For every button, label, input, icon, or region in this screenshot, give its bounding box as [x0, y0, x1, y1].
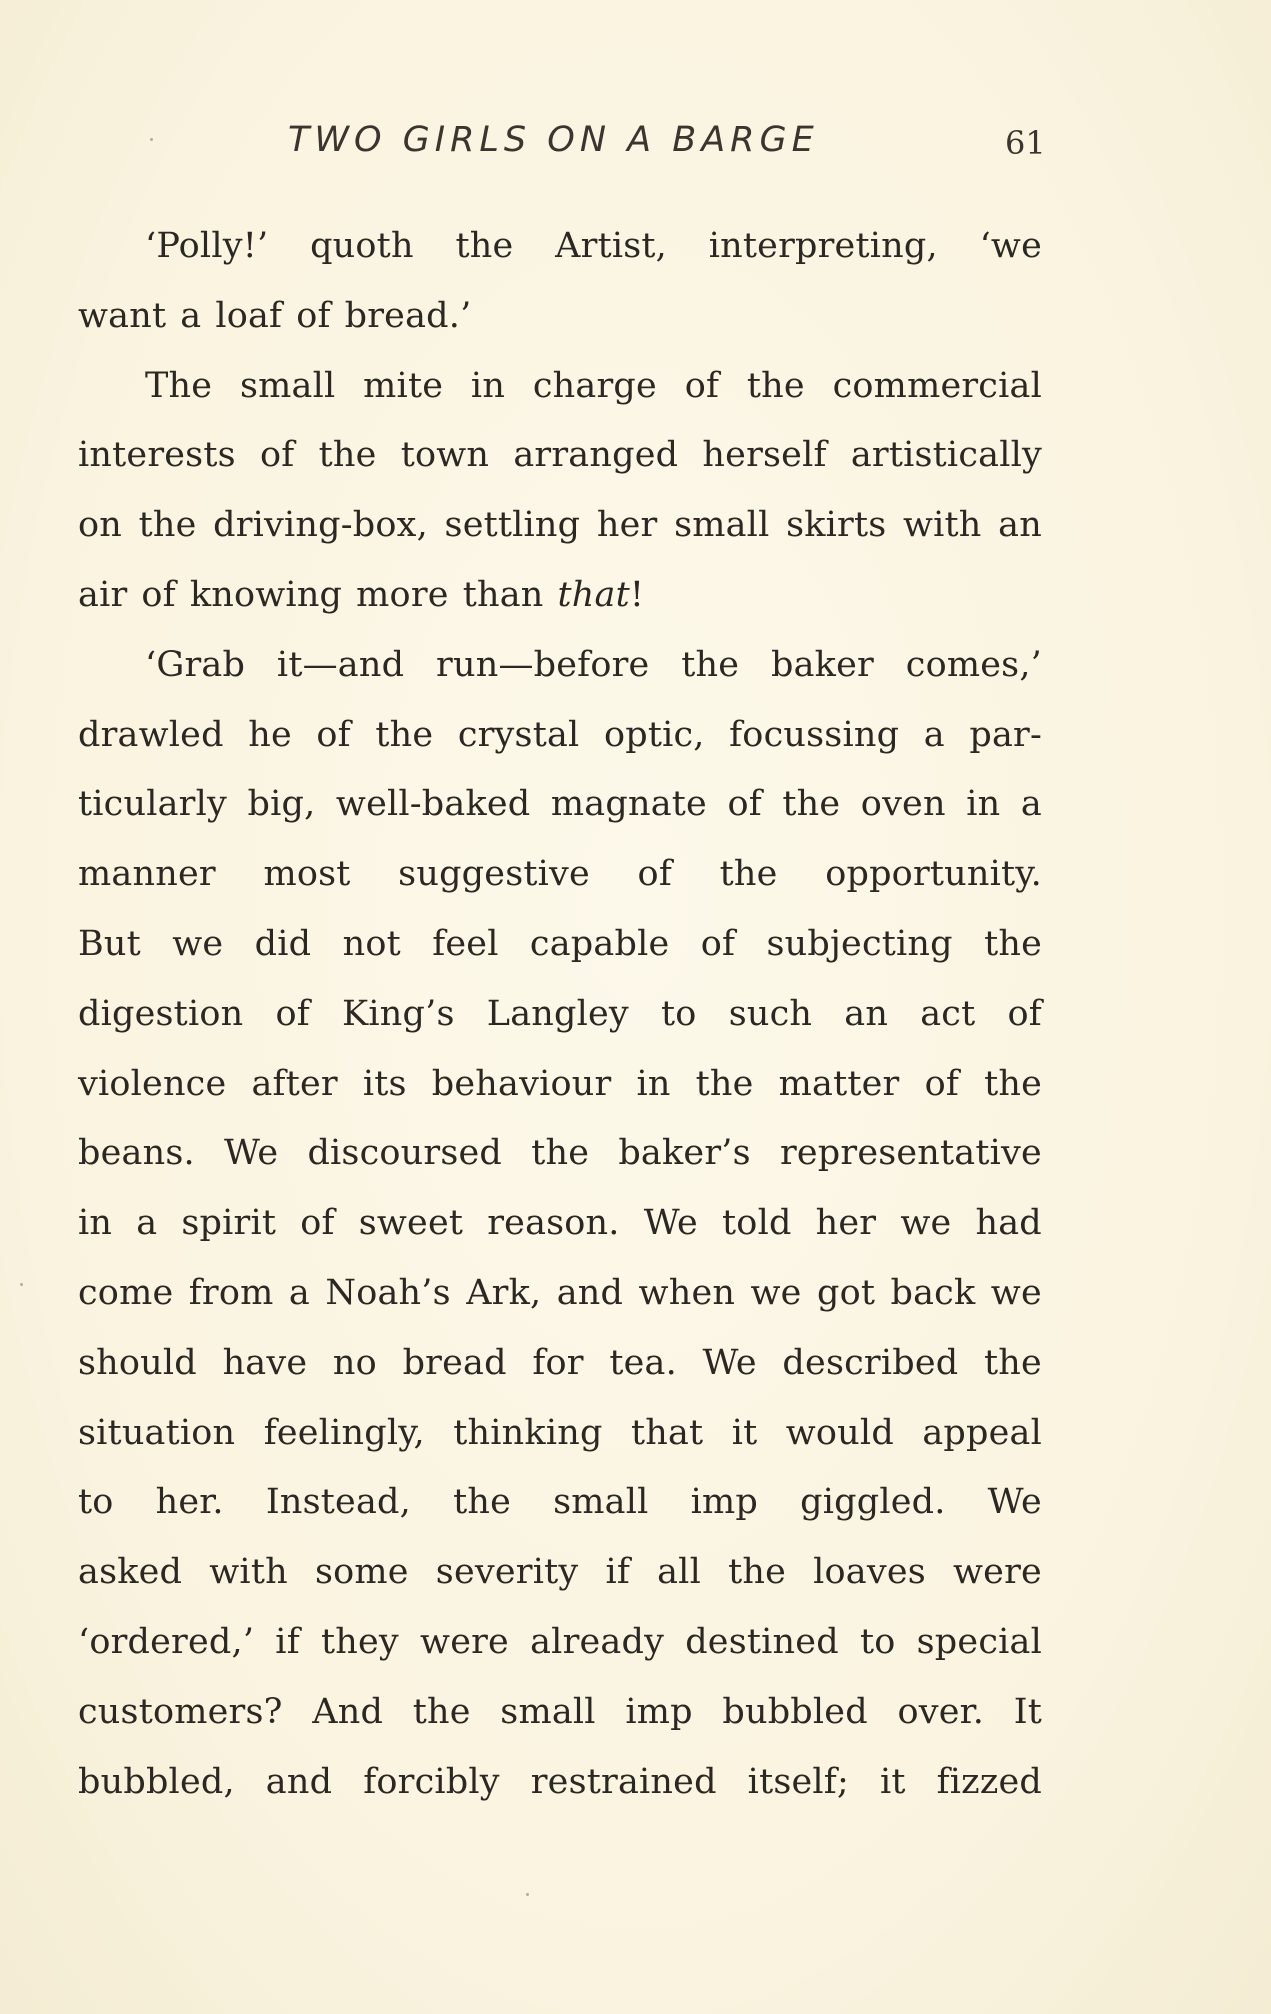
- word: of: [924, 1063, 959, 1104]
- word: spirit: [181, 1203, 277, 1244]
- running-head: [0, 120, 1271, 170]
- word: quoth: [310, 226, 414, 266]
- word: they: [321, 1621, 399, 1662]
- word: Instead,: [265, 1482, 411, 1523]
- word: the: [728, 1552, 786, 1593]
- word: a: [288, 1272, 310, 1313]
- word: small: [553, 1482, 649, 1523]
- word: small: [500, 1691, 596, 1732]
- word: appeal: [922, 1412, 1042, 1453]
- text-line: [78, 1050, 1042, 1120]
- word: got: [816, 1272, 876, 1313]
- word: beans.: [78, 1133, 195, 1174]
- text-line: [78, 1468, 1042, 1538]
- word: to: [859, 1621, 896, 1662]
- word: the: [681, 644, 740, 685]
- word: the: [453, 1482, 511, 1523]
- word: her.: [155, 1482, 224, 1523]
- word: matter: [778, 1063, 900, 1104]
- word: restrained: [530, 1761, 717, 1802]
- word: were: [420, 1621, 509, 1662]
- word: forcibly: [363, 1761, 500, 1802]
- word: more: [356, 574, 449, 615]
- word: would: [785, 1412, 894, 1453]
- word: the: [984, 1342, 1042, 1383]
- word: in: [470, 365, 506, 406]
- text-line: [78, 701, 1042, 771]
- word: want: [78, 295, 167, 336]
- word: most: [263, 854, 351, 895]
- word: It: [1013, 1691, 1042, 1732]
- word: in: [636, 1063, 671, 1104]
- text-line: [78, 1538, 1042, 1608]
- word: suggestive: [398, 854, 590, 895]
- word: subjecting: [766, 923, 953, 964]
- text-line: [78, 1748, 1042, 1818]
- word: over.: [897, 1691, 985, 1732]
- word: we: [750, 1272, 802, 1313]
- word: Ark,: [466, 1272, 542, 1313]
- word: loaves: [813, 1552, 926, 1593]
- word: situation: [78, 1412, 236, 1453]
- word: that: [630, 1412, 704, 1453]
- word: a: [1020, 784, 1042, 825]
- page-number: 61: [1005, 124, 1046, 162]
- text-line: [78, 980, 1042, 1050]
- word: customers?: [78, 1691, 283, 1732]
- word: an: [844, 993, 889, 1034]
- word: after: [251, 1063, 338, 1104]
- text-line: [78, 421, 1042, 491]
- word: the: [412, 1691, 471, 1732]
- word: thinking: [453, 1412, 603, 1453]
- word: ‘Polly!’: [145, 226, 269, 266]
- word: if: [605, 1552, 630, 1593]
- word: the: [318, 435, 377, 476]
- word: discoursed: [307, 1133, 503, 1174]
- word: bread.’: [344, 295, 472, 336]
- word: violence: [78, 1063, 227, 1104]
- word: come: [78, 1272, 174, 1313]
- word: itself;: [747, 1761, 849, 1802]
- word: of: [259, 435, 295, 476]
- word: the: [695, 1063, 754, 1104]
- text-line: [78, 1189, 1042, 1259]
- word: act: [920, 993, 976, 1034]
- word: small: [674, 505, 770, 546]
- word: optic,: [603, 714, 705, 755]
- text-line: [78, 631, 1042, 701]
- word: an: [998, 505, 1042, 546]
- word: and: [265, 1761, 333, 1802]
- word: in: [78, 1203, 113, 1244]
- word: severity: [435, 1552, 579, 1593]
- word: than: [462, 574, 544, 615]
- word: the: [782, 784, 841, 825]
- word: arranged: [513, 435, 679, 476]
- word: interests: [78, 435, 236, 476]
- word: of: [637, 854, 672, 895]
- word: with: [902, 505, 982, 546]
- text-line: [78, 1608, 1042, 1678]
- word: driving-box,: [213, 505, 428, 546]
- word: interpreting,: [708, 226, 938, 266]
- word: from: [188, 1272, 274, 1313]
- word: the: [455, 226, 514, 266]
- word: bread: [402, 1342, 507, 1383]
- word: of: [141, 574, 176, 615]
- word: it—and: [276, 644, 405, 685]
- word: And: [312, 1691, 384, 1732]
- word: imp: [625, 1691, 693, 1732]
- word: King’s: [342, 993, 455, 1034]
- word: when: [638, 1272, 736, 1313]
- word: we: [990, 1272, 1042, 1313]
- word: of: [727, 784, 762, 825]
- word: Noah’s: [325, 1272, 451, 1313]
- word: the: [375, 714, 434, 755]
- text-line: [78, 910, 1042, 980]
- text-line: [78, 770, 1042, 840]
- word: such: [728, 993, 813, 1034]
- word: if: [275, 1621, 300, 1662]
- word: a: [180, 295, 202, 336]
- word: Langley: [486, 993, 629, 1034]
- word: giggled.: [800, 1482, 946, 1523]
- word: bubbled,: [78, 1761, 235, 1802]
- word: ‘Grab: [145, 644, 246, 685]
- word: We: [224, 1133, 279, 1174]
- word: had: [975, 1203, 1042, 1244]
- word: not: [342, 923, 401, 964]
- word: But: [78, 923, 141, 964]
- word: in: [966, 784, 1001, 825]
- text-line: [78, 1329, 1042, 1399]
- word: imp: [690, 1482, 758, 1523]
- paper-speck: [20, 1283, 23, 1286]
- word: small: [239, 365, 336, 406]
- word: drawled: [78, 714, 224, 755]
- word: commercial: [832, 365, 1042, 406]
- word: asked: [78, 1552, 183, 1593]
- word: skirts: [786, 505, 887, 546]
- word: of: [275, 993, 310, 1034]
- word: The: [145, 365, 213, 406]
- word: tea.: [609, 1342, 677, 1383]
- word: well-baked: [335, 784, 531, 825]
- word: the: [984, 923, 1042, 964]
- text-line: [78, 840, 1042, 910]
- text-line: [78, 1119, 1042, 1189]
- word: crystal: [457, 714, 580, 755]
- body-text: [78, 212, 1042, 1817]
- word: knowing: [189, 574, 343, 615]
- word: of: [1007, 993, 1042, 1034]
- word: of: [296, 295, 331, 336]
- word: he: [248, 714, 292, 755]
- word: We: [643, 1203, 698, 1244]
- word: capable: [529, 923, 670, 964]
- word: artistically: [850, 435, 1042, 476]
- word: sweet: [358, 1203, 464, 1244]
- word: digestion: [78, 993, 244, 1034]
- word: were: [953, 1552, 1042, 1593]
- word: opportunity.: [825, 854, 1042, 895]
- word: all: [657, 1552, 701, 1593]
- word: for: [532, 1342, 584, 1383]
- word: ‘ordered,’: [78, 1621, 255, 1662]
- word: town: [400, 435, 490, 476]
- word: representative: [779, 1133, 1042, 1174]
- text-line: [78, 561, 1042, 631]
- word: behaviour: [431, 1063, 612, 1104]
- word: oven: [860, 784, 946, 825]
- word: her: [596, 505, 658, 546]
- word: we: [900, 1203, 952, 1244]
- word: air: [78, 574, 128, 615]
- word: and: [556, 1272, 624, 1313]
- paper-speck: [526, 1893, 529, 1896]
- word: did: [254, 923, 312, 964]
- word: baker: [771, 644, 874, 685]
- word: of: [684, 365, 720, 406]
- word: magnate: [550, 784, 707, 825]
- word: special: [916, 1621, 1042, 1662]
- word: herself: [702, 435, 827, 476]
- text-line: [78, 212, 1042, 282]
- word: already: [530, 1621, 665, 1662]
- word: the: [138, 505, 197, 546]
- text-line: [78, 491, 1042, 561]
- word: ticularly: [78, 784, 227, 825]
- word: a: [136, 1203, 158, 1244]
- word: to: [661, 993, 697, 1034]
- word: destined: [685, 1621, 839, 1662]
- word: of: [700, 923, 736, 964]
- word: bubbled: [722, 1691, 868, 1732]
- word: mite: [363, 365, 444, 406]
- word: back: [890, 1272, 976, 1313]
- word: the: [719, 854, 778, 895]
- text-line: [78, 1259, 1042, 1329]
- word: fizzed: [936, 1761, 1042, 1802]
- word: comes,’: [905, 644, 1042, 685]
- word: We: [987, 1482, 1042, 1523]
- word: feel: [432, 923, 499, 964]
- word: some: [314, 1552, 409, 1593]
- word: the: [746, 365, 805, 406]
- word: settling: [444, 505, 581, 546]
- word: told: [722, 1203, 792, 1244]
- running-title: TWO GIRLS ON A BARGE: [288, 120, 819, 160]
- word: reason.: [487, 1203, 620, 1244]
- word: loaf: [215, 295, 283, 336]
- word: a: [923, 714, 945, 755]
- word: focussing: [729, 714, 900, 755]
- word: baker’s: [618, 1133, 751, 1174]
- word: its: [362, 1063, 407, 1104]
- word: ‘we: [979, 226, 1042, 266]
- word: run—before: [436, 644, 650, 685]
- word: the: [531, 1133, 590, 1174]
- text-line: [78, 1678, 1042, 1748]
- word: on: [78, 505, 123, 546]
- word: big,: [247, 784, 316, 825]
- paper-speck: [150, 138, 153, 141]
- text-line: [78, 352, 1042, 422]
- word: feelingly,: [263, 1412, 425, 1453]
- word: of: [300, 1203, 335, 1244]
- word: with: [209, 1552, 288, 1593]
- word: it: [731, 1412, 758, 1453]
- word: the: [984, 1063, 1042, 1104]
- word: have: [222, 1342, 308, 1383]
- word: that!: [557, 574, 645, 615]
- text-line: [78, 282, 1042, 352]
- word: par-: [969, 714, 1042, 755]
- word: we: [172, 923, 224, 964]
- word: it: [879, 1761, 906, 1802]
- text-line: [78, 1399, 1042, 1469]
- word: manner: [78, 854, 216, 895]
- word: should: [78, 1342, 197, 1383]
- word: her: [815, 1203, 877, 1244]
- word: charge: [532, 365, 657, 406]
- word: Artist,: [555, 226, 667, 266]
- word: of: [316, 714, 351, 755]
- word: no: [332, 1342, 377, 1383]
- word: to: [78, 1482, 114, 1523]
- word: We: [702, 1342, 757, 1383]
- word: described: [782, 1342, 959, 1383]
